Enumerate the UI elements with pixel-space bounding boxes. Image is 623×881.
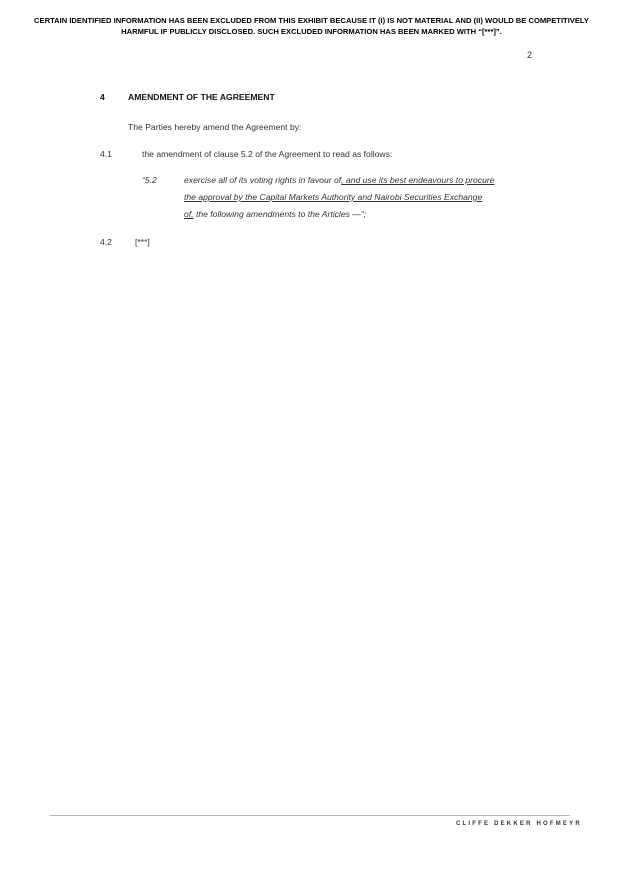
- section-intro: The Parties hereby amend the Agreement by:: [128, 122, 302, 132]
- amended-text-continuation: the following amendments to the Articles —“;: [193, 209, 367, 219]
- section-number: 4: [100, 92, 105, 102]
- clause-4-1-text: the amendment of clause 5.2 of the Agreement to read as follows:: [142, 149, 393, 159]
- footer-divider: [50, 815, 570, 816]
- amended-text-original: exercise all of its voting rights in favour of: [184, 175, 342, 185]
- clause-4-1-number: 4.1: [100, 149, 112, 159]
- amended-text-inserted-end: of,: [184, 209, 194, 219]
- firm-logo: CLIFFE DEKKER HOFMEYR: [456, 821, 582, 827]
- amended-clause-line-2: the approval by the Capital Markets Authority and Nairobi Securities Exchange: [184, 192, 483, 202]
- amended-clause-line-1: [184, 175, 495, 185]
- clause-4-2-number: 4.2: [100, 237, 112, 247]
- redaction-notice: CERTAIN IDENTIFIED INFORMATION HAS BEEN EXCLUDED FROM THIS EXHIBIT BECAUSE IT (I) IS NOT MATERIAL AND (II) WOULD BE COMPETITIVELY HARMFUL IF PUBLICLY DISCLOSED. SUCH EXCLUDED INFORMATION HAS BEEN MARKED WITH “[***]”.: [34, 16, 589, 36]
- page-number: 2: [527, 50, 533, 60]
- clause-4-2-redacted: [***]: [135, 237, 150, 247]
- amended-text-inserted: , and use its best endeavours to procure: [341, 175, 495, 185]
- amended-clause-line-3: [184, 209, 366, 219]
- quoted-clause-number: “5.2: [142, 175, 157, 185]
- section-title: AMENDMENT OF THE AGREEMENT: [128, 92, 275, 102]
